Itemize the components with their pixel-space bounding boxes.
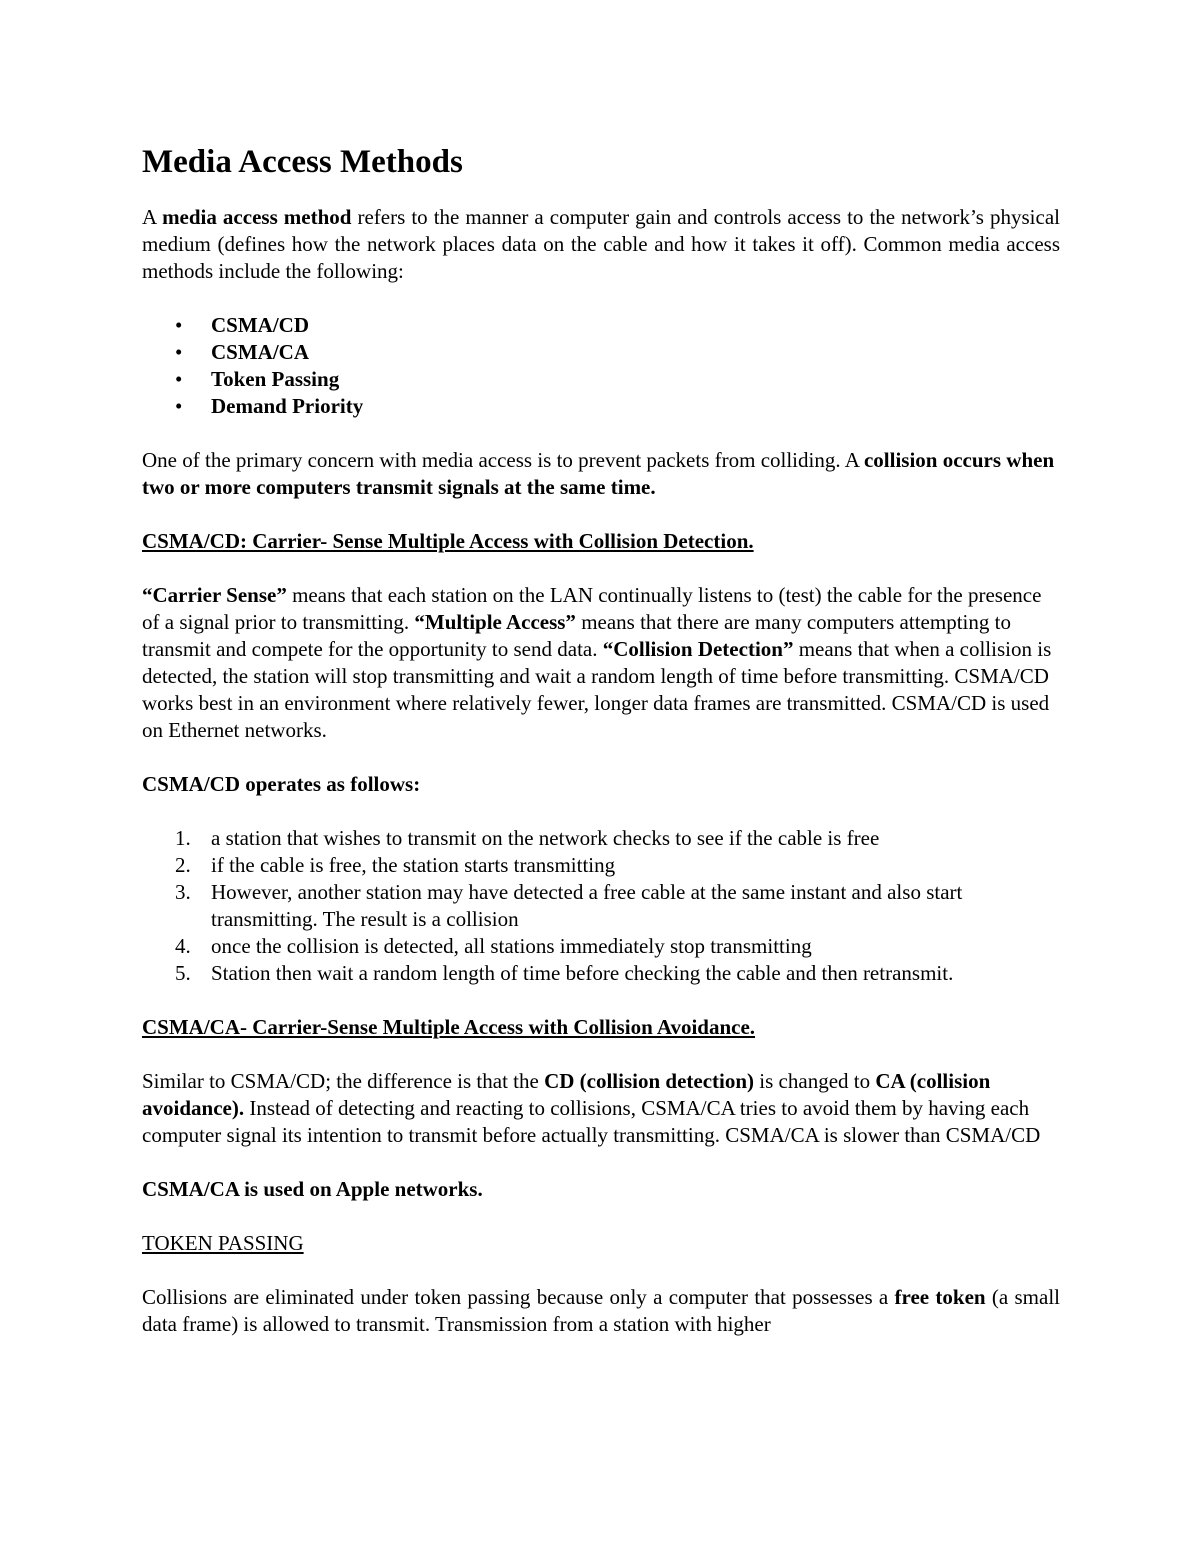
- step-text: once the collision is detected, all stations immediately stop transmitting: [211, 934, 812, 958]
- list-item: [142, 312, 1060, 339]
- page-title: Media Access Methods: [142, 144, 463, 180]
- free-token-term: free token: [894, 1285, 986, 1309]
- list-item: [142, 933, 1060, 960]
- csmaca-paragraph: [142, 1068, 1060, 1149]
- collision-detection-text: means that when a collision is detected, the station will stop transmitting and wait a random length of time before transmitting. CSMA/CD works best in an environment where relatively fewer, longer data frames are transmitted. CSMA/CD is used on Ethernet networks.: [142, 637, 1052, 742]
- list-item: [142, 960, 1060, 987]
- list-item: [142, 339, 1060, 366]
- bullet-icon: •: [175, 340, 183, 364]
- method-label: Token Passing: [211, 367, 340, 391]
- csmaca-text-3: Instead of detecting and reacting to collisions, CSMA/CA tries to avoid them by having each computer signal its intention to transmit before actually transmitting. CSMA/CA is slower than CSMA/CD: [142, 1096, 1041, 1147]
- carrier-sense-term: “Carrier Sense”: [142, 583, 287, 607]
- collision-definition: collision occurs when two or more computers transmit signals at the same time.: [142, 448, 1055, 499]
- csmaca-text-1: Similar to CSMA/CD; the difference is that the: [142, 1069, 545, 1093]
- list-item: [142, 852, 1060, 879]
- intro-bold-term: media access method: [162, 205, 352, 229]
- bullet-icon: •: [175, 367, 183, 391]
- multiple-access-term: “Multiple Access”: [414, 610, 576, 634]
- list-item: [142, 825, 1060, 852]
- multiple-access-text: means that there are many computers attempting to transmit and compete for the opportunity to send data.: [142, 610, 1011, 661]
- methods-list: [142, 312, 1060, 420]
- csmacd-heading: CSMA/CD: Carrier- Sense Multiple Access with Collision Detection.: [142, 529, 754, 553]
- collision-text: One of the primary concern with media access is to prevent packets from colliding. A: [142, 448, 864, 472]
- list-item: [142, 879, 1060, 933]
- token-paragraph: [142, 1284, 1060, 1338]
- bullet-icon: •: [175, 313, 183, 337]
- step-number: 3.: [175, 880, 191, 904]
- step-text: if the cable is free, the station starts transmitting: [211, 853, 616, 877]
- ca-term: CA (collision avoidance).: [142, 1069, 991, 1120]
- intro-text-1: A: [142, 205, 163, 229]
- csmaca-heading: CSMA/CA- Carrier-Sense Multiple Access with Collision Avoidance.: [142, 1015, 756, 1039]
- step-number: 4.: [175, 934, 191, 958]
- intro-text-2: refers to the manner a computer gain and controls access to the network’s physical medium (defines how the network places data on the cable and how it takes it off). Common media access methods include the following:: [142, 205, 1060, 283]
- step-number: 5.: [175, 961, 191, 985]
- step-text: Station then wait a random length of time before checking the cable and then retransmit.: [211, 961, 954, 985]
- step-text: a station that wishes to transmit on the network checks to see if the cable is free: [211, 826, 880, 850]
- intro-paragraph: [142, 204, 1060, 285]
- method-label: CSMA/CA: [211, 340, 309, 364]
- csmaca-text-2: is changed to: [754, 1069, 876, 1093]
- collision-detection-term: “Collision Detection”: [602, 637, 794, 661]
- list-item: [142, 393, 1060, 420]
- carrier-sense-text: means that each station on the LAN continually listens to (test) the cable for the presence of a signal prior to transmitting.: [142, 583, 1042, 634]
- csmacd-steps-list: [142, 825, 1060, 987]
- token-passing-heading: TOKEN PASSING: [142, 1231, 304, 1255]
- step-number: 2.: [175, 853, 191, 877]
- bullet-icon: •: [175, 394, 183, 418]
- token-text-2: (a small data frame) is allowed to transmit. Transmission from a station with higher: [142, 1285, 1060, 1336]
- token-text-1: Collisions are eliminated under token passing because only a computer that possesses a: [142, 1285, 895, 1309]
- operates-heading: CSMA/CD operates as follows:: [142, 772, 421, 796]
- apple-networks-note: CSMA/CA is used on Apple networks.: [142, 1177, 483, 1201]
- step-text: However, another station may have detected a free cable at the same instant and also start transmitting. The result is a collision: [211, 880, 963, 931]
- cd-term: CD (collision detection): [544, 1069, 755, 1093]
- document-page: [142, 142, 1060, 1338]
- list-item: [142, 366, 1060, 393]
- method-label: CSMA/CD: [211, 313, 309, 337]
- csmacd-paragraph: [142, 582, 1060, 744]
- step-number: 1.: [175, 826, 191, 850]
- method-label: Demand Priority: [211, 394, 364, 418]
- collision-paragraph: [142, 447, 1060, 501]
